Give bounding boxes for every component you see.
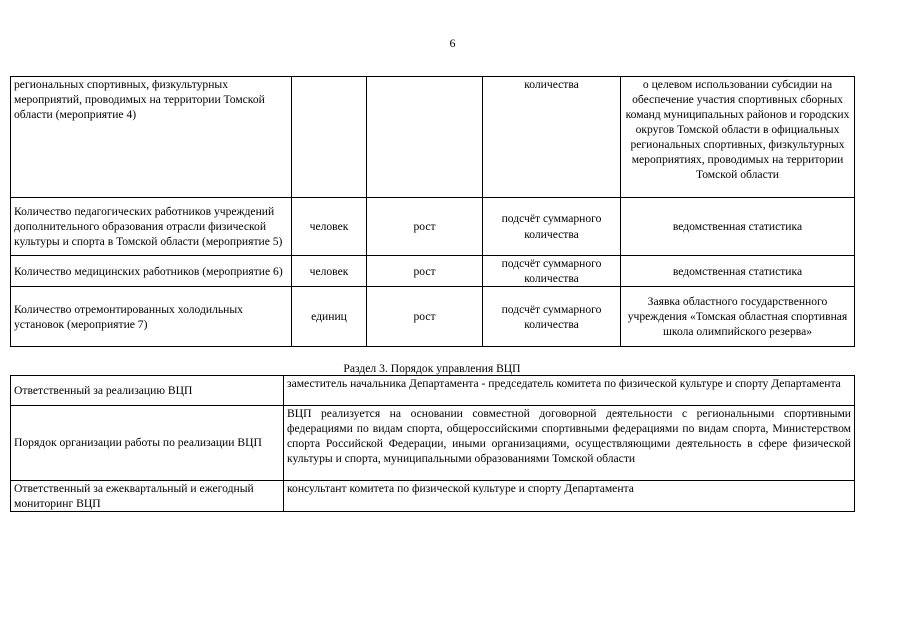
source-cell: ведомственная статистика — [621, 256, 855, 287]
indicator-cell: Количество отремонтированных холодильных установок (мероприятие 7) — [11, 287, 292, 347]
unit-cell: человек — [292, 256, 367, 287]
value-cell: консультант комитета по физической культуре и спорту Департамента — [284, 481, 855, 512]
management-table — [10, 375, 855, 512]
label-cell: Порядок организации работы по реализации ВЦП — [11, 406, 284, 481]
trend-cell: рост — [367, 198, 483, 256]
label-cell: Ответственный за ежеквартальный и ежегодный мониторинг ВЦП — [11, 481, 284, 512]
source-cell: Заявка областного государственного учреждения «Томская областная спортивная школа олимпийского резерва» — [621, 287, 855, 347]
method-cell: количества — [483, 77, 621, 198]
value-cell: ВЦП реализуется на основании совместной договорной деятельности с региональными спортивными федерациями по видам спорта, общероссийскими спортивными федерациями по видам спорта, Министерством спорта Российской Федерации, иными организациями, осуществляющими деятельность в сфере физической культуры и спорта, муниципальными образованиями Томской области — [284, 406, 855, 481]
value-cell: заместитель начальника Департамента - председатель комитета по физической культуре и спорту Департамента — [284, 376, 855, 406]
unit-cell: единиц — [292, 287, 367, 347]
method-cell: подсчёт суммарного количества — [483, 198, 621, 256]
indicator-cell: Количество педагогических работников учреждений дополнительного образования отрасли физической культуры и спорта в Томской области (мероприятие 5) — [11, 198, 292, 256]
table-row — [11, 256, 855, 287]
indicator-cell: региональных спортивных, физкультурных мероприятий, проводимых на территории Томской области (мероприятие 4) — [11, 77, 292, 198]
trend-cell — [367, 77, 483, 198]
table-row — [11, 376, 855, 406]
unit-cell: человек — [292, 198, 367, 256]
trend-cell: рост — [367, 256, 483, 287]
table-row — [11, 77, 855, 198]
table-row — [11, 481, 855, 512]
method-cell: подсчёт суммарного количества — [483, 287, 621, 347]
method-cell: подсчёт суммарного количества — [483, 256, 621, 287]
page-number: 6 — [449, 36, 456, 50]
label-cell: Ответственный за реализацию ВЦП — [11, 376, 284, 406]
source-cell: о целевом использовании субсидии на обеспечение участия спортивных сборных команд муниципальных районов и городских округов Томской области в официальных региональных спортивных, физкультурных мероприятиях, проводимых на территории Томской области — [621, 77, 855, 198]
indicators-table — [10, 76, 855, 347]
unit-cell — [292, 77, 367, 198]
trend-cell: рост — [367, 287, 483, 347]
source-cell: ведомственная статистика — [621, 198, 855, 256]
section-title: Раздел 3. Порядок управления ВЦП — [343, 362, 521, 375]
table-row — [11, 406, 855, 481]
table-row — [11, 198, 855, 256]
indicator-cell: Количество медицинских работников (мероприятие 6) — [11, 256, 292, 287]
table-row — [11, 287, 855, 347]
